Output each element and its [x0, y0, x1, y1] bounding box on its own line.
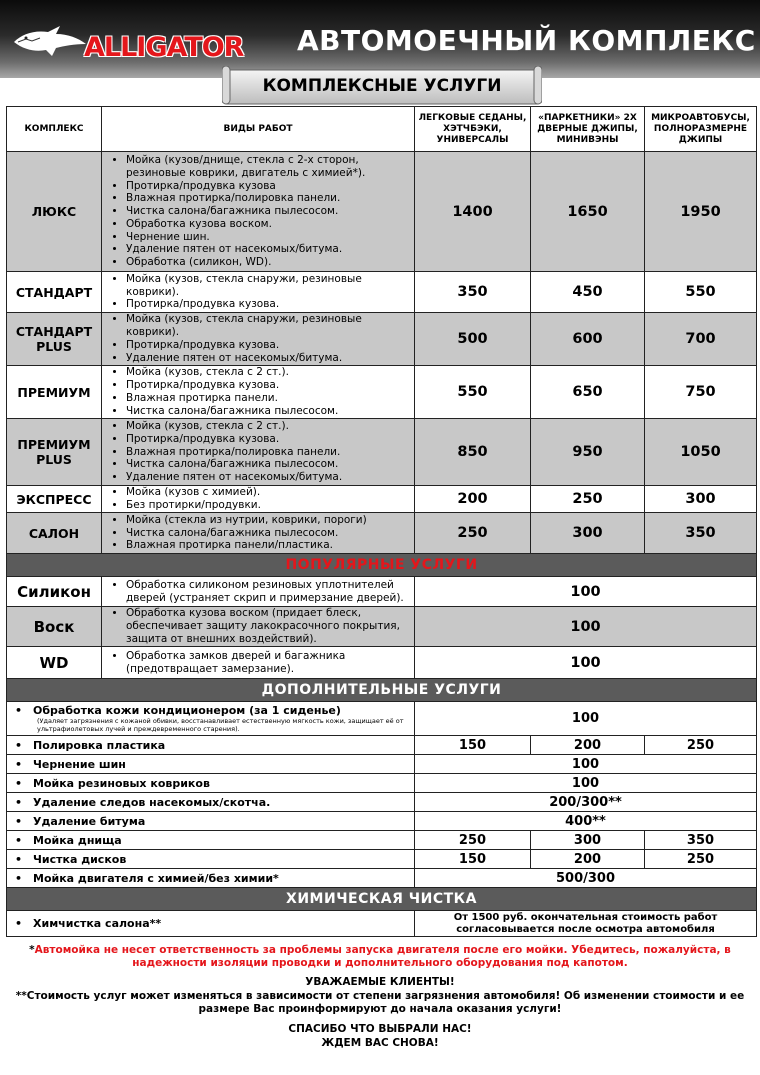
leather-note: (Удаляет загрязнения с кожаной обивки, восстанавливает естественную мягкость кожи, защищает её от ультрафиолетовых лучей и преждевременного старения). — [37, 717, 404, 733]
table-row: • Удаление битума 400** — [7, 812, 757, 831]
mats-name: Мойка резиновых ковриков — [33, 776, 210, 790]
chemical-section-row — [7, 888, 757, 911]
table-row: • Чистка дисков 150 200 250 — [7, 850, 757, 869]
section-title: КОМПЛЕКСНЫЕ УСЛУГИ — [262, 76, 502, 96]
service-price-3: 300 — [645, 486, 757, 513]
tires-name: Чернение шин — [33, 757, 126, 771]
leather-name: Обработка кожи кондиционером (за 1 сиденье) — [33, 704, 341, 717]
service-works — [102, 513, 415, 554]
chemical-price: От 1500 руб. окончательная стоимость работ согласовывается после осмотра автомобиля — [415, 911, 757, 937]
dear-clients: УВАЖАЕМЫЕ КЛИЕНТЫ! — [305, 976, 455, 988]
header-title: АВТОМОЕЧНЫЙ КОМПЛЕКС — [297, 24, 756, 57]
service-price-2: 950 — [531, 419, 645, 486]
work-item: • Мойка (стекла из нутрии, коврики, пороги) — [126, 514, 414, 527]
table-row: • Чернение шин 100 — [7, 755, 757, 774]
work-item: • Протирка/продувка кузова. — [126, 379, 414, 392]
table-row — [7, 607, 757, 647]
alligator-logo — [12, 12, 277, 62]
service-price-3: 1050 — [645, 419, 757, 486]
service-name: ЛЮКС — [7, 152, 102, 272]
popular-desc — [102, 607, 415, 647]
col-cars: ЛЕГКОВЫЕ СЕДАНЫ, ХЭТЧБЭКИ, УНИВЕРСАЛЫ — [415, 107, 531, 152]
thanks-text: СПАСИБО ЧТО ВЫБРАЛИ НАС! — [288, 1023, 472, 1035]
col-vans: МИКРОАВТОБУСЫ, ПОЛНОРАЗМЕРНЕ ДЖИПЫ — [645, 107, 757, 152]
underbody-name: Мойка днища — [33, 833, 122, 847]
service-name: СТАНДАРТ PLUS — [7, 313, 102, 366]
table-header-row — [7, 107, 757, 152]
work-item: • Обработка кузова воском. — [126, 218, 414, 231]
wheels-price-2: 200 — [531, 850, 645, 869]
service-price-2: 250 — [531, 486, 645, 513]
popular-price: 100 — [415, 577, 757, 607]
service-name: ПРЕМИУМ PLUS — [7, 419, 102, 486]
leather-price: 100 — [415, 702, 757, 736]
leather-cell: • Обработка кожи кондиционером (за 1 сиденье) (Удаляет загрязнения с кожаной обивки, восстанавливает естественную мягкость кожи, защищает её от ультрафиолетовых лучей и преждевременного старения). — [7, 702, 415, 736]
popular-desc-item: • Обработка силиконом резиновых уплотнителей дверей (устраняет скрип и примерзание дверей). — [126, 579, 414, 605]
engine-price: 500/300 — [415, 869, 757, 888]
bitumen-name: Удаление битума — [33, 814, 146, 828]
service-price-2: 600 — [531, 313, 645, 366]
work-item: • Мойка (кузов/днище, стекла с 2-х сторон, резиновые коврики, двигатель с химией*). — [126, 154, 414, 180]
service-price-2: 650 — [531, 366, 645, 419]
additional-section-row — [7, 679, 757, 702]
work-item: • Чистка салона/багажника пылесосом. — [126, 458, 414, 471]
plastic-name: Полировка пластика — [33, 738, 166, 752]
service-price-3: 350 — [645, 513, 757, 554]
disclaimer-star: * — [29, 944, 35, 956]
work-item: • Чистка салона/багажника пылесосом. — [126, 527, 414, 540]
work-item: • Обработка (силикон, WD). — [126, 256, 414, 269]
service-price-3: 750 — [645, 366, 757, 419]
service-price-1: 850 — [415, 419, 531, 486]
insects-price: 200/300** — [415, 793, 757, 812]
table-row — [7, 419, 757, 486]
table-row: • Химчистка салона** От 1500 руб. окончательная стоимость работ согласовывается после осмотра автомобиля — [7, 911, 757, 937]
service-price-1: 1400 — [415, 152, 531, 272]
popular-services — [7, 577, 757, 679]
service-price-2: 1650 — [531, 152, 645, 272]
popular-name: Силикон — [7, 577, 102, 607]
work-item: • Мойка (кузов с химией). — [126, 486, 414, 499]
plastic-price-1: 150 — [415, 736, 531, 755]
service-price-2: 300 — [531, 513, 645, 554]
tires-price: 100 — [415, 755, 757, 774]
mats-price: 100 — [415, 774, 757, 793]
work-item: • Протирка/продувка кузова — [126, 180, 414, 193]
service-price-1: 500 — [415, 313, 531, 366]
table-row — [7, 513, 757, 554]
table-row — [7, 647, 757, 679]
welcome-text: ЖДЕМ ВАС СНОВА! — [321, 1037, 439, 1049]
popular-price: 100 — [415, 607, 757, 647]
underbody-price-2: 300 — [531, 831, 645, 850]
chemical-name: Химчистка салона** — [33, 917, 162, 930]
table-row: • Мойка резиновых ковриков 100 — [7, 774, 757, 793]
service-price-3: 700 — [645, 313, 757, 366]
work-item: • Мойка (кузов, стекла с 2 ст.). — [126, 420, 414, 433]
work-item: • Протирка/продувка кузова. — [126, 433, 414, 446]
popular-desc — [102, 577, 415, 607]
popular-name: WD — [7, 647, 102, 679]
service-price-1: 550 — [415, 366, 531, 419]
col-works: ВИДЫ РАБОТ — [102, 107, 415, 152]
popular-title: ПОПУЛЯРНЫЕ УСЛУГИ — [7, 554, 757, 577]
service-name: ПРЕМИУМ — [7, 366, 102, 419]
table-row — [7, 486, 757, 513]
work-item: • Влажная протирка/полировка панели. — [126, 446, 414, 459]
complex-services — [7, 152, 757, 554]
wheels-name: Чистка дисков — [33, 852, 127, 866]
disclaimer-text: Автомойка не несет ответственность за проблемы запуска двигателя после его мойки. Убедитесь, пожалуйста, в надежности изоляции проводки и дополнительного оборудования под капотом. — [34, 944, 731, 969]
table-row: • Удаление следов насекомых/скотча. 200/300** — [7, 793, 757, 812]
table-row: • Мойка днища 250 300 350 — [7, 831, 757, 850]
alligator-icon — [12, 12, 92, 62]
table-row — [7, 272, 757, 313]
work-item: • Удаление пятен от насекомых/битума. — [126, 471, 414, 484]
service-name: САЛОН — [7, 513, 102, 554]
table-row — [7, 152, 757, 272]
work-item: • Удаление пятен от насекомых/битума. — [126, 243, 414, 256]
popular-desc-item: • Обработка замков дверей и багажника (предотвращает замерзание). — [126, 650, 414, 676]
popular-desc-item: • Обработка кузова воском (придает блеск, обеспечивает защиту лакокрасочного покрытия, защита от внешних воздействий). — [126, 607, 414, 645]
plastic-price-3: 250 — [645, 736, 757, 755]
popular-price: 100 — [415, 647, 757, 679]
table-row — [7, 577, 757, 607]
wheels-price-3: 250 — [645, 850, 757, 869]
service-price-1: 200 — [415, 486, 531, 513]
service-works — [102, 366, 415, 419]
table-row — [7, 366, 757, 419]
price-table — [6, 106, 757, 937]
work-item: • Протирка/продувка кузова. — [126, 339, 414, 352]
service-price-1: 350 — [415, 272, 531, 313]
work-item: • Чернение шин. — [126, 231, 414, 244]
table-row — [7, 313, 757, 366]
additional-title: ДОПОЛНИТЕЛЬНЫЕ УСЛУГИ — [7, 679, 757, 702]
table-row: • Полировка пластика 150 200 250 — [7, 736, 757, 755]
section-banner — [222, 66, 542, 106]
table-row: • Мойка двигателя с химией/без химии* 500/300 — [7, 869, 757, 888]
insects-name: Удаление следов насекомых/скотча. — [33, 795, 271, 809]
col-suv: «ПАРКЕТНИКИ» 2Х ДВЕРНЫЕ ДЖИПЫ, МИНИВЭНЫ — [531, 107, 645, 152]
service-works — [102, 152, 415, 272]
work-item: • Влажная протирка панели/пластика. — [126, 539, 414, 552]
price-change-note: **Стоимость услуг может изменяться в зависимости от степени загрязнения автомобиля! Об изменении стоимости и ее размере Вас проинформируют до начала оказания услуги! — [15, 990, 745, 1015]
work-item: • Мойка (кузов, стекла снаружи, резиновые коврики). — [126, 313, 414, 339]
service-works — [102, 419, 415, 486]
work-item: • Протирка/продувка кузова. — [126, 298, 414, 311]
work-item: • Чистка салона/багажника пылесосом. — [126, 205, 414, 218]
service-works — [102, 486, 415, 513]
work-item: • Чистка салона/багажника пылесосом. — [126, 405, 414, 418]
logo-text: ALLIGATOR — [84, 32, 244, 63]
underbody-price-3: 350 — [645, 831, 757, 850]
service-works — [102, 313, 415, 366]
engine-disclaimer — [0, 944, 760, 970]
service-price-2: 450 — [531, 272, 645, 313]
plastic-price-2: 200 — [531, 736, 645, 755]
work-item: • Мойка (кузов, стекла с 2 ст.). — [126, 366, 414, 379]
table-row — [7, 702, 757, 736]
col-complex: КОМПЛЕКС — [7, 107, 102, 152]
popular-section-row — [7, 554, 757, 577]
underbody-price-1: 250 — [415, 831, 531, 850]
work-item: • Без протирки/продувки. — [126, 499, 414, 512]
service-price-3: 1950 — [645, 152, 757, 272]
work-item: • Влажная протирка панели. — [126, 392, 414, 405]
bitumen-price: 400** — [415, 812, 757, 831]
service-name: СТАНДАРТ — [7, 272, 102, 313]
work-item: • Удаление пятен от насекомых/битума. — [126, 352, 414, 365]
chemical-title: ХИМИЧЕСКАЯ ЧИСТКА — [7, 888, 757, 911]
service-name: ЭКСПРЕСС — [7, 486, 102, 513]
wheels-price-1: 150 — [415, 850, 531, 869]
engine-name: Мойка двигателя с химией/без химии* — [33, 871, 279, 885]
service-price-3: 550 — [645, 272, 757, 313]
service-works — [102, 272, 415, 313]
popular-name: Воск — [7, 607, 102, 647]
work-item: • Влажная протирка/полировка панели. — [126, 192, 414, 205]
work-item: • Мойка (кузов, стекла снаружи, резиновые коврики). — [126, 273, 414, 299]
popular-desc — [102, 647, 415, 679]
service-price-1: 250 — [415, 513, 531, 554]
